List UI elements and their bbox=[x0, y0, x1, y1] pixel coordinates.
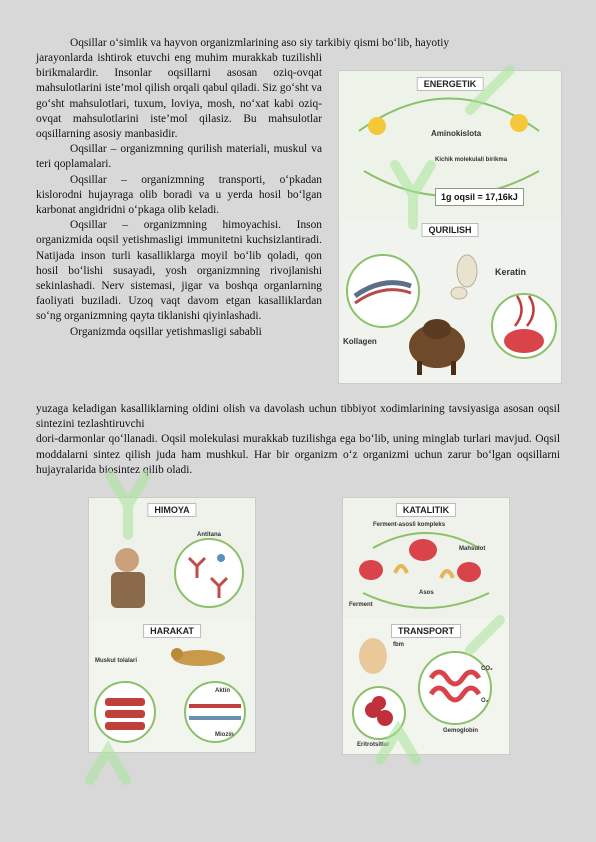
figure2-muskul-label: Muskul tolalari bbox=[95, 658, 138, 664]
paragraph-3: Oqsillar – organizmning transporti, o‘pkadan kislorodni hujayraga olib boradi va u yerda hosil bo‘lgan karbonat angidridni o‘pkaga olib keladi. bbox=[36, 173, 322, 217]
lungs-image bbox=[359, 638, 387, 674]
paragraph-5-continued: yuzaga keladigan kasalliklarning oldini olish va davolash uchun tibbiyot xodimlarining tavsiyasiga asosan oqsil sintezini tezlashtiruvchi bbox=[36, 403, 560, 431]
intro-line bbox=[36, 36, 560, 51]
figure2-aktin-label: Aktin bbox=[215, 688, 230, 694]
figure2-miozin-label: Miozin bbox=[215, 732, 234, 738]
paragraph-6: dori-darmonlar qo‘llanadi. Oqsil molekulasi murakkab tuzilishga ega bo‘lib, uning minglab turlari mavjud. Oqsil moddalarni sintez qilish juda ham mushkul. Har bir organizm o‘z organizmi uchun zarur bo‘lgan oqsillarni hujayralarida biosintez qilib oladi. bbox=[36, 433, 560, 476]
figure3-eritrotsitlar-label: Eritrotsitlar bbox=[357, 742, 390, 748]
figure-energetik-qurilish bbox=[338, 70, 562, 384]
figure1-kollagen-label: Kollagen bbox=[343, 337, 377, 346]
paragraph-1-continued: jarayonlarda ishtirok etuvchi eng muhim murakkab tuzilishli birikmalardir. Insonlar oqsillarni asosan oziq-ovqat mahsulotlarini iste’mol qilish orqali qabul qiladi. Siz go‘sht va go‘sht mahsulotlari, tuxum, loviya, mosh, no‘xat kabi oziq-ovqat mahsulotlarini iste’mol qilasiz. Bu mahsulotlar oqsillarning asosiy manbasidir. bbox=[36, 52, 322, 141]
sun-icon bbox=[368, 117, 386, 135]
sun-icon bbox=[510, 114, 528, 132]
keratin-circle bbox=[492, 294, 556, 358]
figure3-katalitik-title: KATALITIK bbox=[396, 503, 456, 517]
figure1-formula-box: 1g oqsil = 17,16kJ bbox=[435, 188, 524, 206]
figure1-aminokislota-label: Aminokislota bbox=[431, 129, 482, 138]
figure3-fbm-label: fbm bbox=[393, 642, 404, 648]
erythrocyte-circle bbox=[353, 687, 405, 739]
figure3-co2-label: CO₂ bbox=[481, 666, 493, 672]
figure1-kichik-label: Kichik molekulali birikma bbox=[435, 157, 508, 163]
figure2-antitana-label: Antitana bbox=[197, 532, 221, 538]
paragraph-4: Oqsillar – organizmning himoyachisi. Inson organizmida oqsil yetishmasligi immunitetni kuchsizlantiradi. Natijada inson turli kasalliklarga moyil bo‘lib qoladi, qon hosil bo‘lishi susayadi, yosh organizmning rivojlanishi sekinlashadi. Nerv sistemasi, jigar va boshqa organlarning faoliyati buziladi. Uzoq vaqt davom etgan kasalliklardan so‘ng organizmning qayta tiklanishi qiyinlashadi. bbox=[36, 219, 322, 323]
paragraph-5: Organizmda oqsillar yetishmasligi sababli bbox=[70, 325, 262, 338]
figure2-harakat-title: HARAKAT bbox=[143, 624, 201, 638]
muscle-circle bbox=[95, 682, 155, 742]
left-column-text bbox=[36, 51, 322, 340]
figure3-ferment-label: Ferment bbox=[349, 602, 373, 608]
figure3-o2-label: O₂ bbox=[481, 698, 489, 704]
antibody-circle bbox=[175, 539, 243, 607]
collagen-circle bbox=[347, 255, 419, 327]
figure1-energetik-title: ENERGETIK bbox=[417, 77, 484, 91]
figure-himoya-harakat bbox=[88, 497, 256, 753]
figure3-transport-title: TRANSPORT bbox=[391, 624, 461, 638]
figure3-gemoglobin-label: Gemoglobin bbox=[443, 728, 478, 734]
figure3-asos-label: Asos bbox=[419, 590, 434, 596]
full-width-text bbox=[36, 402, 560, 478]
figure3-ferment-asosli-label: Ferment-asosli kompleks bbox=[373, 522, 446, 528]
figure2-himoya-title: HIMOYA bbox=[147, 503, 196, 517]
hemoglobin-circle bbox=[419, 652, 491, 724]
figure1-qurilish-title: QURILISH bbox=[421, 223, 478, 237]
paragraph-1: Oqsillar o‘simlik va hayvon organizmlarining aso siy tarkibiy qismi bo‘lib, hayotiy bbox=[70, 37, 450, 49]
figure3-mahsulot-label: Mahsulot bbox=[459, 546, 486, 552]
figure-katalitik-transport bbox=[342, 497, 510, 755]
figure1-keratin-label: Keratin bbox=[495, 267, 527, 277]
paragraph-2: Oqsillar – organizmning qurilish materiali, muskul va teri qoplamalari. bbox=[36, 143, 322, 171]
